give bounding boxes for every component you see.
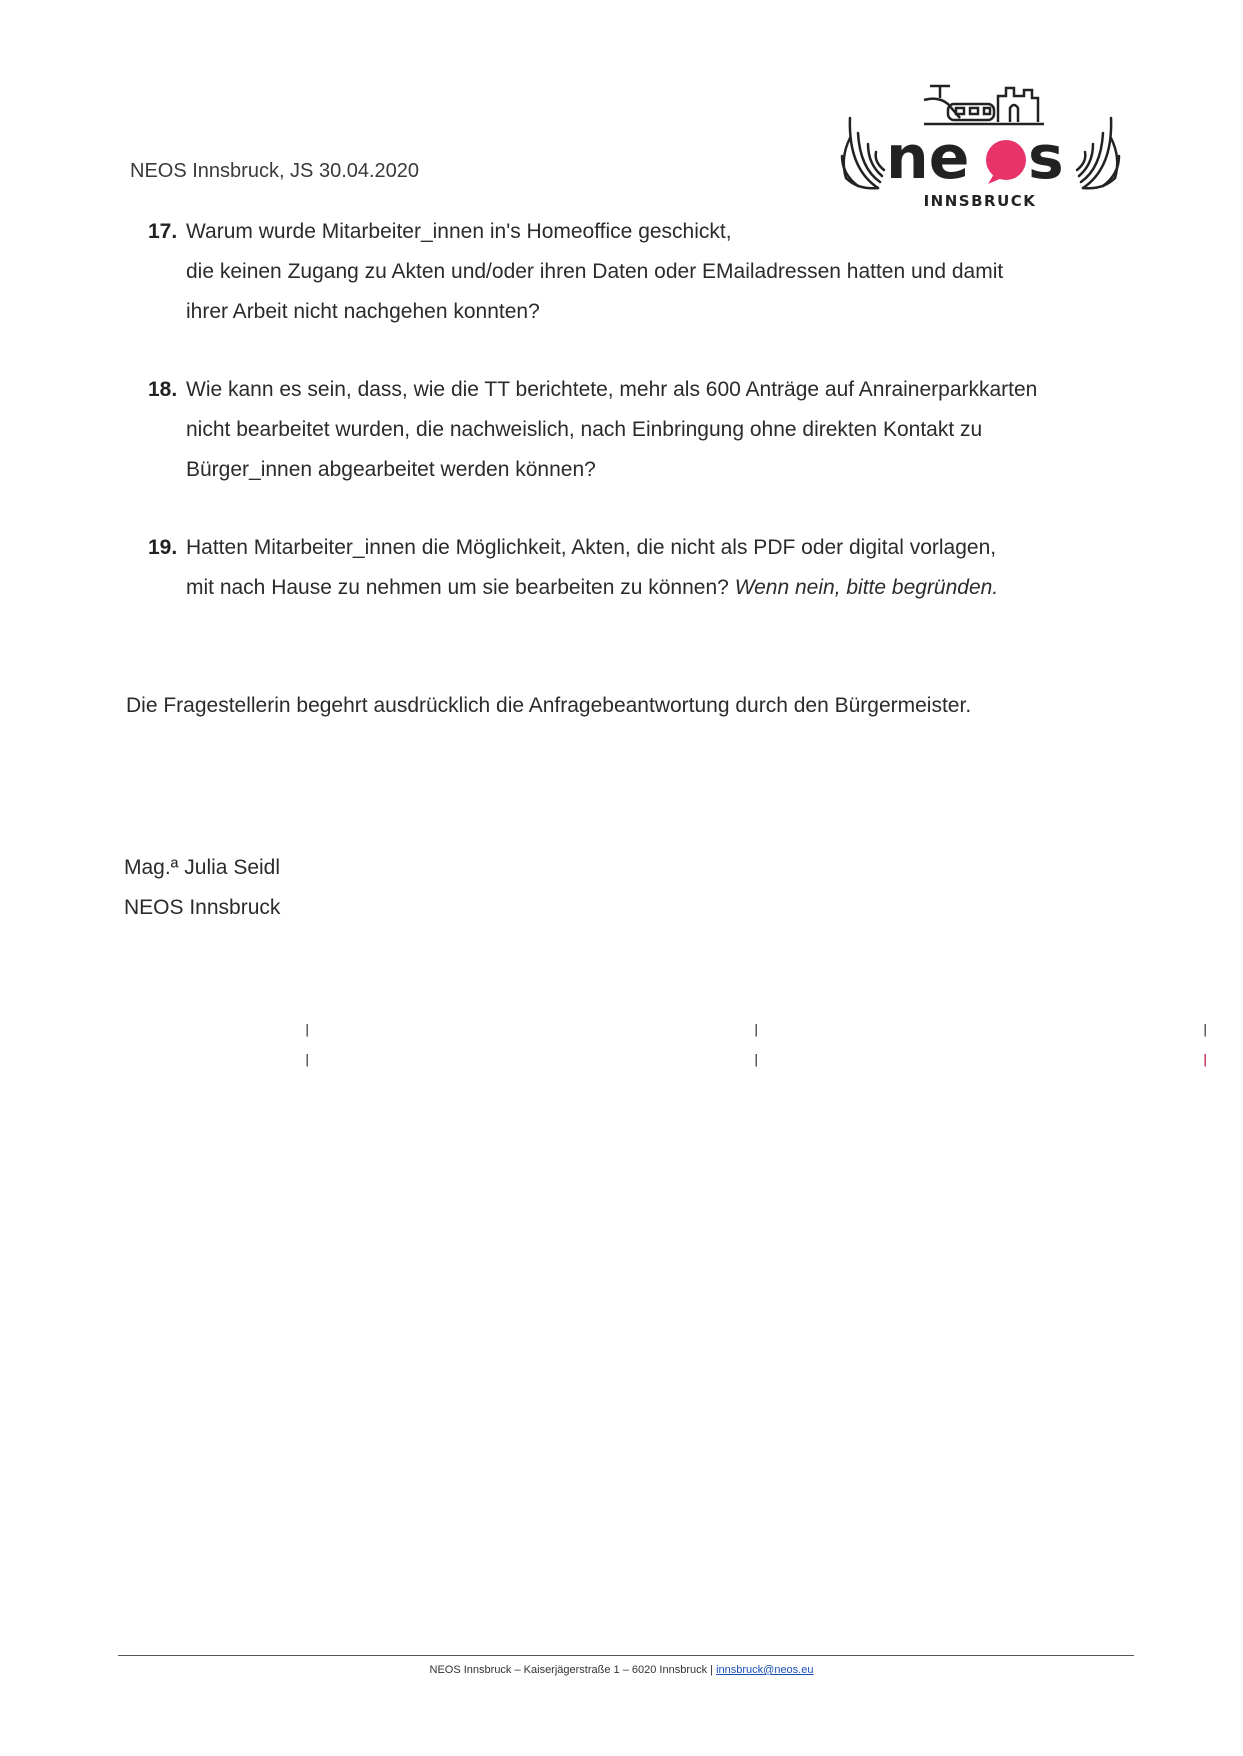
question-emphasis: Wenn nein, bitte begründen.: [734, 576, 999, 599]
logo-letter-n: ne: [886, 123, 970, 193]
question-line-text: mit nach Hause zu nehmen um sie bearbeiten zu können?: [186, 576, 729, 599]
scan-mark: ꞁ: [305, 1020, 310, 1037]
question-line: nicht bearbeitet wurden, die nachweislich, nach Einbringung ohne direkten Kontakt zu: [186, 418, 983, 441]
question-line: Bürger_innen abgearbeitet werden können?: [186, 458, 596, 481]
question-item: [148, 370, 1138, 490]
question-line: Warum wurde Mitarbeiter_innen in's Homeoffice geschickt,: [186, 220, 732, 243]
scan-mark: ꞁ: [1203, 1050, 1208, 1067]
closing-statement: Die Fragestellerin begehrt ausdrücklich die Anfragebeantwortung durch den Bürgermeister.: [126, 694, 972, 717]
question-number: 18.: [148, 378, 178, 401]
document-reference: NEOS Innsbruck, JS 30.04.2020: [130, 160, 420, 182]
logo-pink-o-icon: [986, 140, 1026, 180]
neos-innsbruck-logo-icon: [838, 78, 1123, 218]
footer-address: NEOS Innsbruck – Kaiserjägerstraße 1 – 6020 Innsbruck |: [429, 1664, 714, 1676]
left-wing-icon: [842, 118, 884, 188]
question-item: [148, 528, 1138, 608]
question-line: Wie kann es sein, dass, wie die TT berichtete, mehr als 600 Anträge auf Anrainerparkkarten: [186, 378, 1038, 401]
scan-mark: ꞁ: [1203, 1020, 1208, 1037]
logo-subline: INNSBRUCK: [923, 192, 1037, 210]
logo-letter-s: s: [1028, 123, 1064, 193]
signature-org: NEOS Innsbruck: [124, 896, 281, 919]
question-list: [148, 212, 1138, 646]
right-wing-icon: [1077, 118, 1119, 188]
question-line: Hatten Mitarbeiter_innen die Möglichkeit, Akten, die nicht als PDF oder digital vorlagen,: [186, 536, 997, 559]
footer: [0, 1664, 1243, 1676]
signature-block: [124, 848, 280, 928]
question-line: die keinen Zugang zu Akten und/oder ihren Daten oder EMailadressen hatten und damit: [186, 260, 1004, 283]
signature-name: Mag.ª Julia Seidl: [124, 856, 281, 879]
question-line: [186, 568, 1138, 608]
footer-email-link[interactable]: innsbruck@neos.eu: [716, 1664, 814, 1676]
question-number: 17.: [148, 220, 178, 243]
question-line: ihrer Arbeit nicht nachgehen konnten?: [186, 300, 540, 323]
scan-mark: ꞁ: [754, 1050, 759, 1067]
neos-logo: [838, 78, 1123, 218]
innsbruck-skyline-icon: [924, 86, 1044, 124]
footer-divider: [118, 1655, 1134, 1656]
question-number: 19.: [148, 536, 178, 559]
scan-mark: ꞁ: [305, 1050, 310, 1067]
question-item: [148, 212, 1138, 332]
scan-mark: ꞁ: [754, 1020, 759, 1037]
